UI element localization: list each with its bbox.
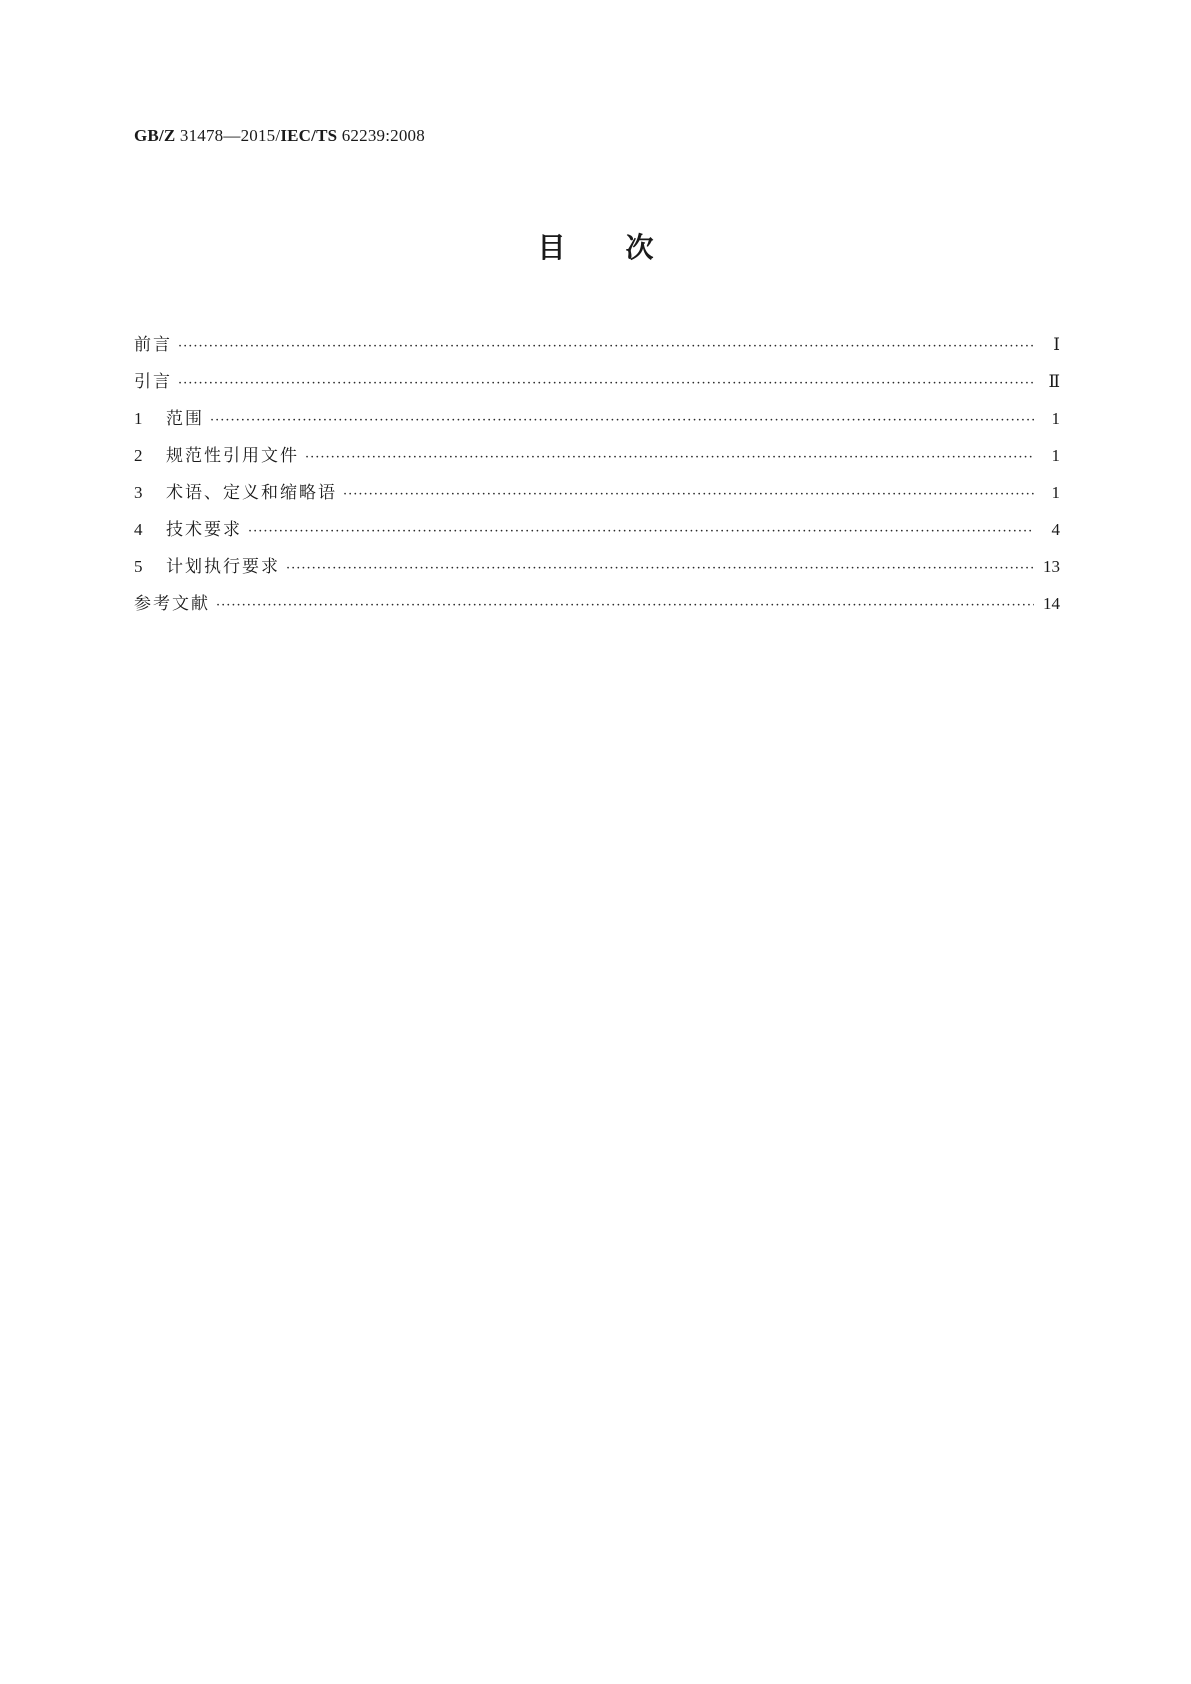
toc-entry-number: 5	[134, 557, 143, 576]
toc-leader-dots	[305, 439, 1034, 476]
toc-entry-page: Ⅰ	[1053, 335, 1060, 354]
iec-number: 62239:2008	[337, 126, 425, 145]
toc-leader-dots	[343, 476, 1034, 513]
table-of-contents	[134, 326, 1060, 622]
toc-entry-foreword[interactable]	[134, 326, 1060, 363]
toc-leader-dots	[216, 587, 1034, 624]
toc-entry-label: 前言	[134, 335, 172, 355]
toc-entry-page: 1	[1051, 446, 1060, 465]
toc-entry-number: 1	[134, 409, 143, 428]
toc-entry-label: 术语、定义和缩略语	[166, 483, 337, 503]
toc-entry-page: 13	[1043, 557, 1060, 576]
toc-entry-page: 1	[1051, 483, 1060, 502]
toc-entry-bibliography[interactable]	[134, 585, 1060, 622]
page-title: 目次	[537, 231, 714, 264]
toc-entry-label: 技术要求	[166, 520, 242, 540]
toc-leader-dots	[178, 328, 1034, 365]
toc-entry-terms-definitions[interactable]	[134, 474, 1060, 511]
iec-prefix: IEC/TS	[280, 126, 338, 145]
toc-entry-number: 4	[134, 520, 143, 539]
toc-entry-label: 范围	[166, 409, 204, 429]
document-code	[134, 126, 425, 146]
toc-entry-page: 4	[1051, 520, 1060, 539]
toc-leader-dots	[178, 365, 1034, 402]
toc-entry-plan-implementation[interactable]	[134, 548, 1060, 585]
toc-entry-label: 引言	[134, 372, 172, 392]
toc-entry-introduction[interactable]	[134, 363, 1060, 400]
standard-number: 31478—2015/	[175, 126, 281, 145]
toc-entry-label: 规范性引用文件	[166, 446, 299, 466]
toc-leader-dots	[286, 550, 1034, 587]
toc-entry-number: 2	[134, 446, 143, 465]
toc-entry-label: 参考文献	[134, 594, 210, 614]
toc-entry-page: 14	[1043, 594, 1060, 613]
toc-entry-scope[interactable]	[134, 400, 1060, 437]
toc-entry-normative-references[interactable]	[134, 437, 1060, 474]
toc-leader-dots	[248, 513, 1034, 550]
toc-entry-technical-requirements[interactable]	[134, 511, 1060, 548]
toc-entry-number: 3	[134, 483, 143, 502]
toc-leader-dots	[210, 402, 1034, 439]
toc-entry-page: Ⅱ	[1048, 372, 1060, 391]
standard-prefix: GB/Z	[134, 126, 176, 145]
toc-entry-label: 计划执行要求	[166, 557, 280, 577]
toc-entry-page: 1	[1051, 409, 1060, 428]
